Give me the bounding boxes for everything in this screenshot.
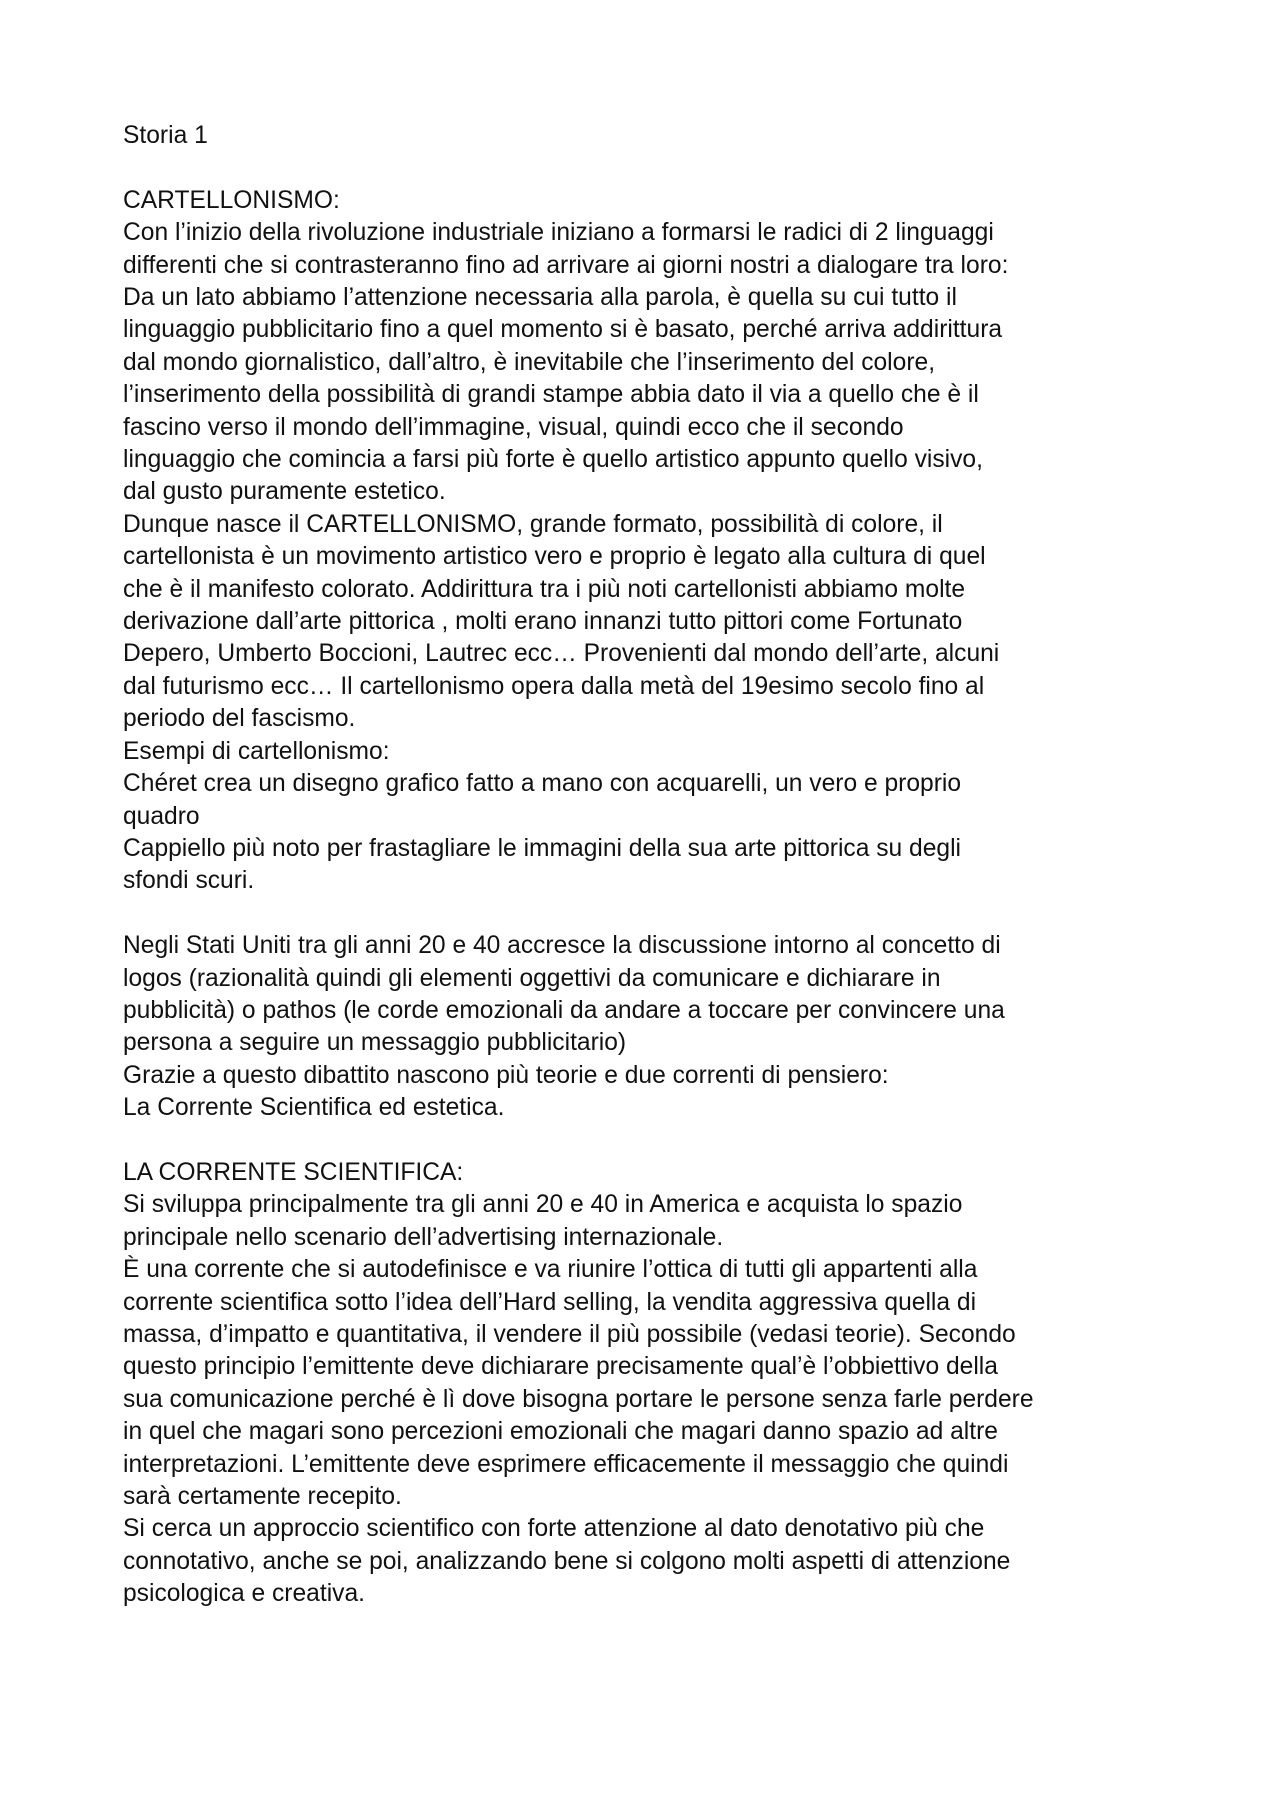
- paragraph-line: sarà certamente recepito.: [123, 1483, 402, 1511]
- paragraph-line: dal futurismo ecc… Il cartellonismo opera dalla metà del 19esimo secolo fino al: [123, 672, 985, 700]
- paragraph-line: È una corrente che si autodefinisce e va riunire l’ottica di tutti gli appartenti alla: [123, 1256, 978, 1284]
- paragraph-line: Da un lato abbiamo l’attenzione necessaria alla parola, è quella su cui tutto il: [123, 284, 957, 312]
- paragraph-line: derivazione dall’arte pittorica , molti erano innanzi tutto pittori come Fortunato: [123, 608, 963, 636]
- paragraph-line: logos (razionalità quindi gli elementi oggettivi da comunicare e dichiarare in: [123, 964, 941, 992]
- document-page: [123, 120, 1183, 1611]
- paragraph-line: principale nello scenario dell’advertising internazionale.: [123, 1223, 724, 1251]
- paragraph-line: interpretazioni. L’emittente deve esprimere efficacemente il messaggio che quindi: [123, 1450, 1009, 1478]
- paragraph-line: fascino verso il mondo dell’immagine, visual, quindi ecco che il secondo: [123, 413, 904, 441]
- paragraph-line: La Corrente Scientifica ed estetica.: [123, 1094, 505, 1122]
- paragraph-line: corrente scientifica sotto l’idea dell’Hard selling, la vendita aggressiva quella di: [123, 1288, 977, 1316]
- paragraph-line: linguaggio che comincia a farsi più forte è quello artistico appunto quello visivo,: [123, 446, 983, 474]
- paragraph-line: Si sviluppa principalmente tra gli anni 20 e 40 in America e acquista lo spazio: [123, 1191, 963, 1219]
- section-body: [123, 217, 1183, 898]
- spacer: [123, 152, 1183, 184]
- paragraph-line: in quel che magari sono percezioni emozionali che magari danno spazio ad altre: [123, 1418, 998, 1446]
- paragraph-line: che è il manifesto colorato. Addirittura tra i più noti cartellonisti abbiamo molte: [123, 575, 966, 603]
- section-cartellonismo: [123, 185, 1183, 898]
- section-heading: CARTELLONISMO:: [123, 186, 340, 214]
- paragraph-line: Negli Stati Uniti tra gli anni 20 e 40 accresce la discussione intorno al concetto di: [123, 932, 1001, 960]
- paragraph-line: differenti che si contrasteranno fino ad arrivare ai giorni nostri a dialogare tra loro:: [123, 251, 1009, 279]
- paragraph-line: linguaggio pubblicitario fino a quel momento si è basato, perché arriva addirittura: [123, 316, 1003, 344]
- section-logos-pathos: [123, 930, 1183, 1124]
- document-title: Storia 1: [123, 122, 208, 149]
- paragraph-line: Esempi di cartellonismo:: [123, 737, 390, 765]
- paragraph-line: massa, d’impatto e quantitativa, il vendere il più possibile (vedasi teorie). Secondo: [123, 1320, 1016, 1348]
- section-heading: LA CORRENTE SCIENTIFICA:: [123, 1158, 464, 1186]
- paragraph-line: Si cerca un approccio scientifico con forte attenzione al dato denotativo più che: [123, 1515, 985, 1543]
- paragraph-line: l’inserimento della possibilità di grandi stampe abbia dato il via a quello che è il: [123, 381, 979, 409]
- paragraph-line: quadro: [123, 802, 200, 830]
- paragraph-line: pubblicità) o pathos (le corde emozionali da andare a toccare per convincere una: [123, 996, 1005, 1024]
- paragraph-line: Chéret crea un disegno grafico fatto a mano con acquarelli, un vero e proprio: [123, 770, 962, 798]
- paragraph-line: sua comunicazione perché è lì dove bisogna portare le persone senza farle perdere: [123, 1385, 1034, 1413]
- paragraph-line: Grazie a questo dibattito nascono più teorie e due correnti di pensiero:: [123, 1061, 889, 1089]
- paragraph-line: questo principio l’emittente deve dichiarare precisamente qual’è l’obbiettivo della: [123, 1353, 998, 1381]
- paragraph-line: psicologica e creativa.: [123, 1580, 365, 1608]
- paragraph-line: sfondi scuri.: [123, 867, 255, 895]
- spacer: [123, 898, 1183, 930]
- paragraph-line: Cappiello più noto per frastagliare le immagini della sua arte pittorica su degli: [123, 834, 962, 862]
- paragraph-line: dal gusto puramente estetico.: [123, 478, 446, 506]
- paragraph-line: persona a seguire un messaggio pubblicitario): [123, 1029, 627, 1057]
- paragraph-line: Depero, Umberto Boccioni, Lautrec ecc… Provenienti dal mondo dell’arte, alcuni: [123, 640, 1000, 668]
- paragraph-line: connotativo, anche se poi, analizzando bene si colgono molti aspetti di attenzione: [123, 1547, 1011, 1575]
- paragraph-line: dal mondo giornalistico, dall’altro, è inevitabile che l’inserimento del colore,: [123, 348, 936, 376]
- spacer: [123, 1125, 1183, 1157]
- paragraph-line: cartellonista è un movimento artistico vero e proprio è legato alla cultura di quel: [123, 543, 986, 571]
- paragraph-line: Con l’inizio della rivoluzione industriale iniziano a formarsi le radici di 2 linguaggi: [123, 219, 994, 247]
- section-corrente-scientifica: [123, 1157, 1183, 1611]
- paragraph-line: Dunque nasce il CARTELLONISMO, grande formato, possibilità di colore, il: [123, 510, 943, 538]
- paragraph-line: periodo del fascismo.: [123, 705, 356, 733]
